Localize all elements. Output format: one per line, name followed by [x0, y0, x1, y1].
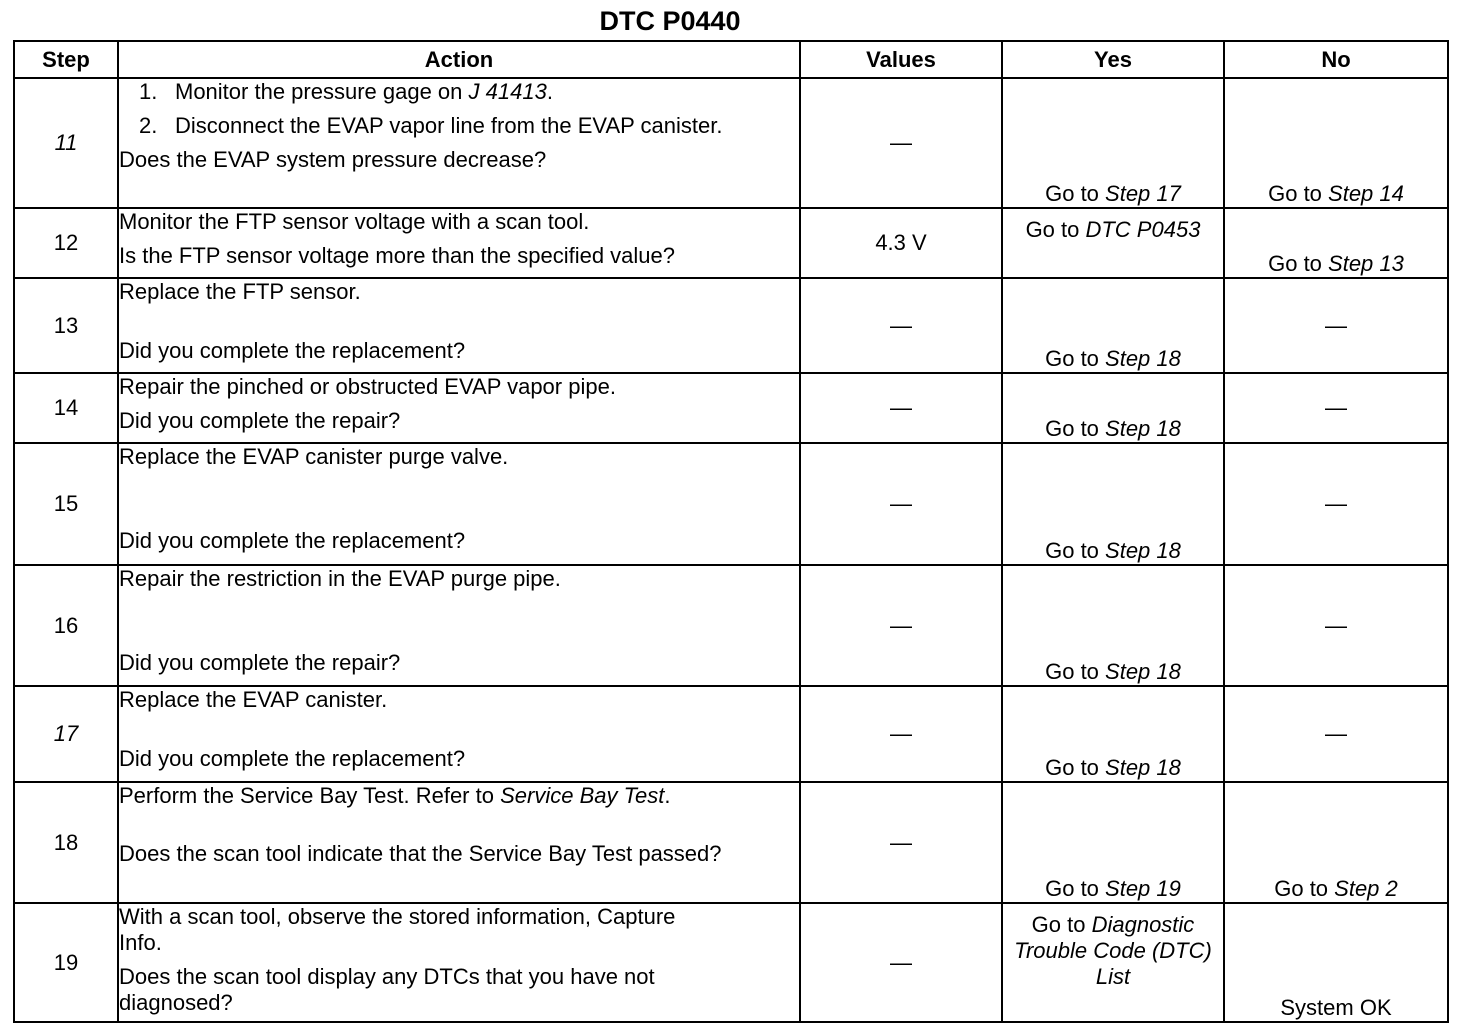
table-row: [14, 782, 1448, 903]
list-item: 2. Disconnect the EVAP vapor line from the EVAP canister.: [139, 113, 723, 138]
yes-cell: Go to Step 18: [1002, 443, 1224, 565]
yes-cell: Go to Step 17: [1002, 78, 1224, 208]
values-cell: —: [800, 782, 1002, 903]
table-row: [14, 903, 1448, 1022]
no-cell: —: [1224, 373, 1448, 443]
table-row: [14, 208, 1448, 278]
step-number: 11: [14, 78, 118, 208]
action-question: Is the FTP sensor voltage more than the specified value?: [119, 243, 676, 268]
action-cell: Replace the FTP sensor. Did you complete the replacement?: [118, 278, 800, 373]
action-cell: Monitor the FTP sensor voltage with a scan tool. Is the FTP sensor voltage more than the specified value?: [118, 208, 800, 278]
no-cell: —: [1224, 686, 1448, 782]
table-row: [14, 278, 1448, 373]
table-row: [14, 565, 1448, 686]
action-question: Did you complete the repair?: [119, 408, 401, 433]
page-title: DTC P0440: [599, 6, 741, 36]
action-question: Does the scan tool indicate that the Service Bay Test passed?: [119, 841, 722, 866]
step-number: 15: [14, 443, 118, 565]
values-cell: —: [800, 903, 1002, 1022]
no-cell: Go to Step 14: [1224, 78, 1448, 208]
no-cell: Go to Step 13: [1224, 208, 1448, 278]
no-cell: Go to Step 2: [1224, 782, 1448, 903]
yes-cell: Go to Diagnostic Trouble Code (DTC) List: [1002, 903, 1224, 1022]
list-item: 1. Monitor the pressure gage on J 41413.: [139, 79, 553, 104]
yes-cell: Go to DTC P0453: [1002, 208, 1224, 278]
dtc-table: [13, 40, 1449, 1023]
step-number: 13: [14, 278, 118, 373]
values-cell: —: [800, 443, 1002, 565]
yes-cell: Go to Step 18: [1002, 686, 1224, 782]
step-number: 19: [14, 903, 118, 1022]
table-row: [14, 78, 1448, 208]
action-question: Does the EVAP system pressure decrease?: [119, 147, 547, 172]
values-cell: —: [800, 78, 1002, 208]
yes-cell: Go to Step 18: [1002, 373, 1224, 443]
values-cell: —: [800, 373, 1002, 443]
header-yes: Yes: [1002, 41, 1224, 78]
action-cell: Perform the Service Bay Test. Refer to Service Bay Test. Does the scan tool indicate that the Service Bay Test passed?: [118, 782, 800, 903]
action-cell: Repair the restriction in the EVAP purge pipe. Did you complete the repair?: [118, 565, 800, 686]
no-cell: System OK: [1224, 903, 1448, 1022]
header-step: Step: [14, 41, 118, 78]
action-question: Did you complete the replacement?: [119, 746, 466, 771]
no-cell: —: [1224, 443, 1448, 565]
table-row: [14, 373, 1448, 443]
action-question: Did you complete the repair?: [119, 650, 401, 675]
values-cell: 4.3 V: [800, 208, 1002, 278]
table-row: [14, 443, 1448, 565]
action-question: Does the scan tool display any DTCs that you have not diagnosed?: [119, 964, 655, 1015]
values-cell: —: [800, 278, 1002, 373]
yes-cell: Go to Step 18: [1002, 278, 1224, 373]
header-no: No: [1224, 41, 1448, 78]
table-row: [14, 686, 1448, 782]
action-cell: Repair the pinched or obstructed EVAP vapor pipe. Did you complete the repair?: [118, 373, 800, 443]
no-cell: —: [1224, 565, 1448, 686]
action-cell: Replace the EVAP canister. Did you complete the replacement?: [118, 686, 800, 782]
action-question: Did you complete the replacement?: [119, 338, 466, 363]
action-cell: With a scan tool, observe the stored information, Capture Info. Does the scan tool display any DTCs that you have not diagnosed?: [118, 903, 800, 1022]
action-question: Did you complete the replacement?: [119, 528, 466, 553]
values-cell: —: [800, 565, 1002, 686]
step-number: 14: [14, 373, 118, 443]
header-row: [14, 41, 1448, 78]
step-number: 17: [14, 686, 118, 782]
yes-cell: Go to Step 18: [1002, 565, 1224, 686]
values-cell: —: [800, 686, 1002, 782]
step-number: 18: [14, 782, 118, 903]
header-values: Values: [800, 41, 1002, 78]
yes-cell: Go to Step 19: [1002, 782, 1224, 903]
header-action: Action: [118, 41, 800, 78]
step-number: 16: [14, 565, 118, 686]
action-cell: Replace the EVAP canister purge valve. Did you complete the replacement?: [118, 443, 800, 565]
step-number: 12: [14, 208, 118, 278]
no-cell: —: [1224, 278, 1448, 373]
action-cell: [118, 78, 800, 208]
